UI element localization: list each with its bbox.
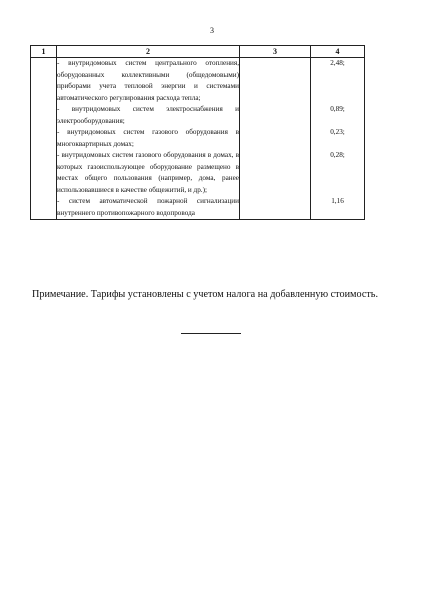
table-header-row — [31, 46, 365, 58]
cell-col-1 — [31, 58, 57, 220]
item-gas-apartment-buildings: - внутридомовых систем газового оборудования в многоквартирных домах; — [57, 128, 239, 148]
description-cell — [57, 58, 240, 220]
item-fire-alarm-systems: - систем автоматической пожарной сигнализации внутреннего противопожарного водопровода — [57, 197, 239, 217]
item-heating-systems: - внутридомовых систем центрального отопления, оборудованных коллективными (общедомовыми) приборами учета тепловой энергии и системами автоматического регулирования расхода тепла; — [57, 59, 239, 102]
header-col-4: 4 — [311, 46, 365, 58]
cell-col-3 — [240, 58, 311, 220]
page-number: 3 — [210, 26, 214, 35]
table-row — [31, 58, 365, 220]
note-text: Примечание. Тарифы установлены с учетом налога на добавленную стоимость. — [32, 289, 378, 300]
header-col-2: 2 — [57, 46, 240, 58]
value-heating-systems: 2,48; — [330, 59, 345, 67]
value-gas-apartment-buildings: 0,23; — [330, 128, 345, 136]
item-electrical-systems: - внутридомовых систем электроснабжения и электрооборудования; — [57, 105, 239, 125]
value-gas-shared-areas: 0,28; — [330, 151, 345, 159]
tariff-table — [30, 45, 365, 220]
end-divider-line — [181, 333, 241, 334]
header-col-1: 1 — [31, 46, 57, 58]
header-col-3: 3 — [240, 46, 311, 58]
value-cell — [311, 58, 365, 220]
value-fire-alarm-systems: 1,16 — [331, 197, 344, 205]
value-electrical-systems: 0,89; — [330, 105, 345, 113]
item-gas-shared-areas: - внутридомовых систем газового оборудования в домах, в которых газоиспользующее оборудование размещено в местах общего пользования (например, дома, ранее использовавшиеся в качестве общежитий, и др.); — [57, 151, 239, 194]
